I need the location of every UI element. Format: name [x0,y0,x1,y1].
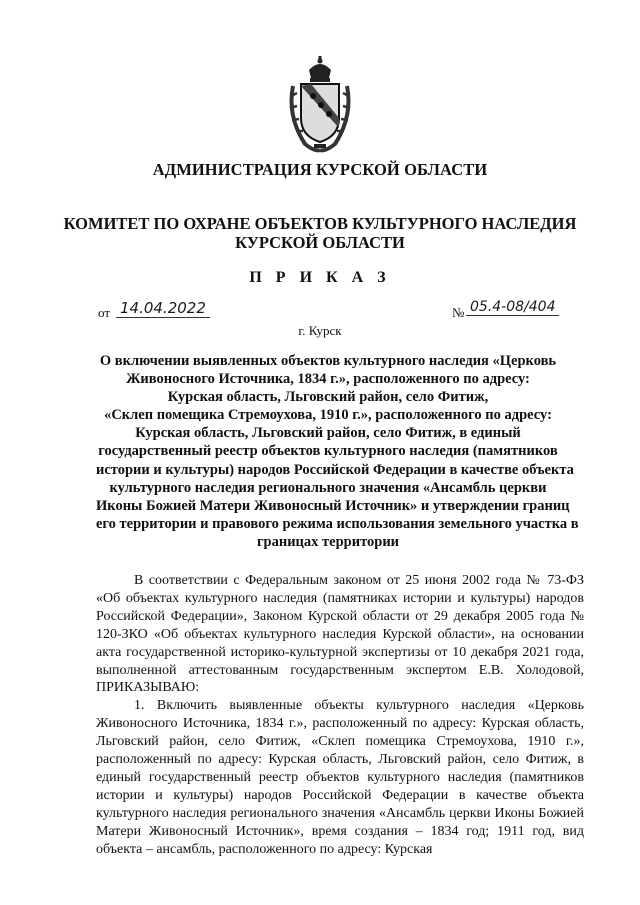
order-body [96,572,584,859]
title-line: государственный реестр объектов культурного наследия (памятников [98,443,558,460]
title-line: границах территории [256,533,400,550]
order-title [96,352,579,551]
title-line: Курская область, Льговский район, село Фитиж, [167,389,489,406]
committee-heading-line2: КУРСКОЙ ОБЛАСТИ [235,233,405,252]
administration-heading: АДМИНИСТРАЦИЯ КУРСКОЙ ОБЛАСТИ [152,160,488,179]
title-line: его территории и правового режима использования земельного участка в [96,515,579,532]
title-line: культурного наследия регионального значения «Ансамбль церкви [109,479,547,496]
title-line: Живоносного Источника, 1834 г.», расположенного по адресу: [126,371,530,388]
date-value: 14.04.2022 [116,299,210,318]
title-line: «Склеп помещика Стремоухова, 1910 г.», расположенного по адресу: [104,407,552,424]
number-label: № [452,305,465,320]
title-line: Иконы Божией Матери Живоносный Источник» и утверждении границ [96,497,570,514]
committee-heading [60,214,580,252]
city-line: г. Курск [298,323,342,338]
date-label: от [98,305,111,320]
committee-heading-line1: КОМИТЕТ ПО ОХРАНЕ ОБЪЕКТОВ КУЛЬТУРНОГО НАСЛЕДИЯ [63,214,577,233]
document-number: 05.4-08/404 [466,299,559,316]
document-type-heading: П Р И К А З [249,269,391,286]
preamble-paragraph: В соответствии с Федеральным законом от 25 июня 2002 года № 73-ФЗ «Об объектах культурного наследия (памятниках истории и культуры) народов Российской Федерации», Законом Курской области от 29 декабря 2005 года № 120-ЗКО «Об объектах культурного наследия Курской области», на основании акта государственной историко-культурной экспертизы от 10 декабря 2021 года, выполненной аттестованным государственным экспертом Е.В. Холодовой, ПРИКАЗЫВАЮ: [96,573,584,696]
coat-of-arms-emblem [285,56,355,154]
title-line: Курская область, Льговский район, село Фитиж, в единый [135,425,521,442]
title-line: О включении выявленных объектов культурного наследия «Церковь [99,353,557,369]
item-1-paragraph: 1. Включить выявленные объекты культурного наследия «Церковь Живоносного Источника, 1834 г.», расположенный по адресу: Курская область, Льговский район, село Фитиж, «Склеп помещика Стремоухова, 1910 г.», расположенный по адресу: Курская область, Льговский район, село Фитиж, в единый государственный реестр объектов культурного наследия (памятников истории и культуры) народов Российской Федерации в качестве объекта культурного наследия регионального значения «Ансамбль церкви Иконы Божией Матери Живоносный Источник», время создания – 1834 год; 1911 год, вид объекта – ансамбль, расположенного по адресу: Курская [96,698,584,857]
title-line: истории и культуры) народов Российской Федерации в качестве объекта [96,461,574,478]
